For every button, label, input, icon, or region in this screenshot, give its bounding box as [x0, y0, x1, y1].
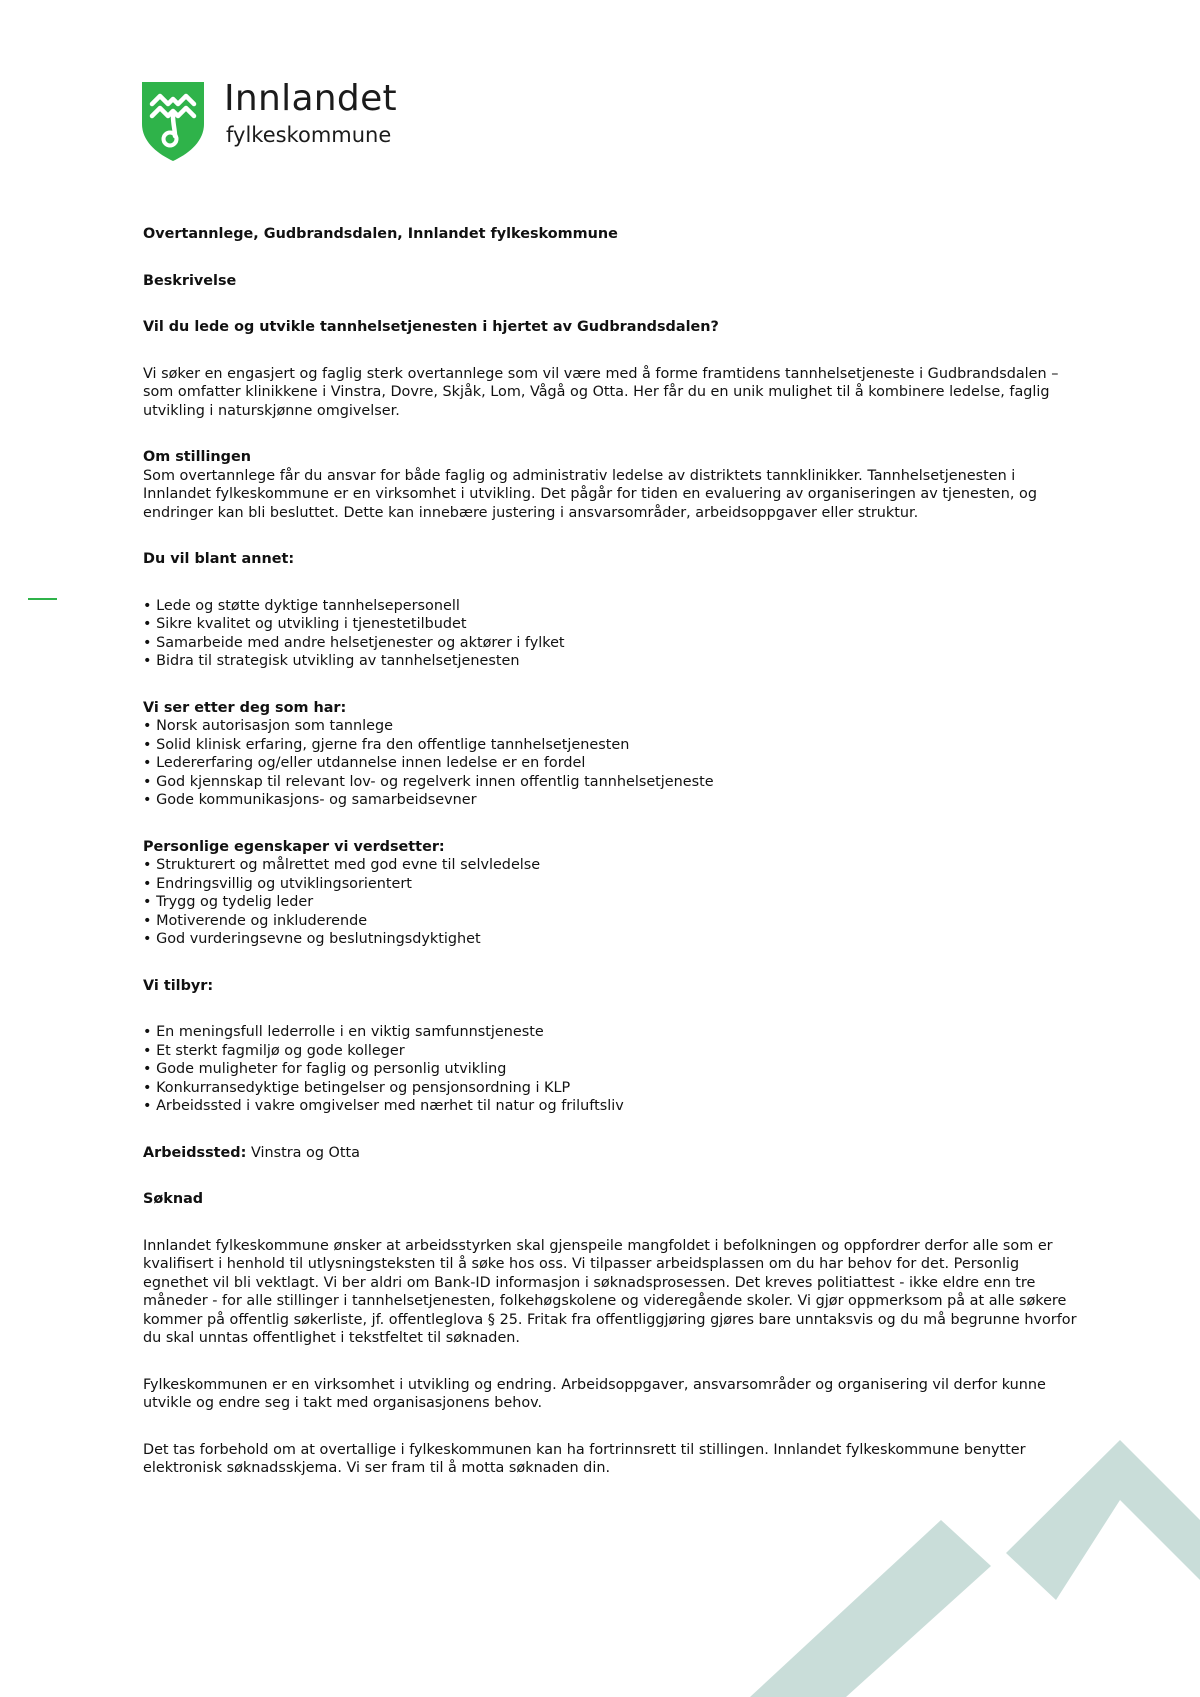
section-heading-traits: Personlige egenskaper vi verdsetter: — [143, 838, 445, 855]
workplace-line — [143, 1144, 1083, 1163]
shield-logo-icon — [140, 80, 206, 163]
list-item: • Ledererfaring og/eller utdannelse innen ledelse er en fordel — [143, 754, 1083, 773]
document-title: Overtannlege, Gudbrandsdalen, Innlandet fylkeskommune — [143, 226, 618, 242]
logo — [140, 80, 440, 170]
list-item: • God vurderingsevne og beslutningsdyktighet — [143, 930, 1083, 949]
list-item: • Norsk autorisasjon som tannlege — [143, 717, 1083, 736]
workplace-value: Vinstra og Otta — [250, 1144, 360, 1161]
section-heading-offers: Vi tilbyr: — [143, 977, 214, 994]
list-item: • Arbeidssted i vakre omgivelser med nærhet til natur og friluftsliv — [143, 1097, 1083, 1116]
list-item: • God kjennskap til relevant lov- og regelverk innen offentlig tannhelsetjeneste — [143, 773, 1083, 792]
list-item: • Motiverende og inkluderende — [143, 912, 1083, 931]
list-item: • Sikre kvalitet og utvikling i tjenestetilbudet — [143, 615, 1083, 634]
margin-mark — [28, 598, 57, 600]
list-item: • Trygg og tydelig leder — [143, 893, 1083, 912]
list-item: • Et sterkt fagmiljø og gode kolleger — [143, 1042, 1083, 1061]
logo-title: Innlandet — [224, 78, 397, 119]
lead-question: Vil du lede og utvikle tannhelsetjenesten i hjertet av Gudbrandsdalen? — [143, 319, 719, 335]
duties-list — [143, 597, 1083, 671]
list-item: • Lede og støtte dyktige tannhelsepersonell — [143, 597, 1083, 616]
list-item: • Strukturert og målrettet med god evne til selvledelse — [143, 856, 1083, 875]
workplace-label: Arbeidssted: — [143, 1144, 247, 1161]
list-item: • Samarbeide med andre helsetjenester og aktører i fylket — [143, 634, 1083, 653]
intro-paragraph: Vi søker en engasjert og faglig sterk overtannlege som vil være med å forme framtidens tannhelsetjeneste i Gudbrandsdalen – som omfatter klinikkene i Vinstra, Dovre, Skjåk, Lom, Vågå og Otta. Her får du en unik mulighet til å kombinere ledelse, faglig utvikling i naturskjønne omgivelser. — [143, 365, 1059, 419]
list-item: • Gode muligheter for faglig og personlig utvikling — [143, 1060, 1083, 1079]
list-item: • Bidra til strategisk utvikling av tannhelsetjenesten — [143, 652, 1083, 671]
section-heading-duties: Du vil blant annet: — [143, 551, 295, 567]
section-heading-beskrivelse: Beskrivelse — [143, 272, 237, 289]
list-item: • Endringsvillig og utviklingsorientert — [143, 875, 1083, 894]
section-heading-soknad: Søknad — [143, 1191, 204, 1207]
soknad-paragraph-1: Innlandet fylkeskommune ønsker at arbeidsstyrken skal gjenspeile mangfoldet i befolkningen og oppfordrer derfor alle som er kvalifisert i henhold til utlysningsteksten til å søke hos oss. Vi tilpasser arbeidsplassen om du har behov for det. Personlig egnethet vil bli vektlagt. Vi ber aldri om Bank-ID informasjon i søknadsprosessen. Det kreves politiattest - ikke eldre enn tre måneder - for alle stillinger i tannhelsetjenesten, folkehøgskolene og videregående skoler. Vi gjør oppmerksom på at alle søkere kommer på offentlig søkerliste, jf. offentleglova § 25. Fritak fra offentliggjøring gjøres bare unntaksvis og du må begrunne hvorfor du skal unntas offentlighet i tekstfeltet til søknaden. — [143, 1237, 1077, 1346]
list-item: • Solid klinisk erfaring, gjerne fra den offentlige tannhelsetjenesten — [143, 736, 1083, 755]
soknad-paragraph-2: Fylkeskommunen er en virksomhet i utvikling og endring. Arbeidsoppgaver, ansvarsområder og organisering vil derfor kunne utvikle og endre seg i takt med organisasjonens behov. — [143, 1376, 1046, 1411]
soknad-paragraph-3: Det tas forbehold om at overtallige i fylkeskommunen kan ha fortrinnsrett til stillingen. Innlandet fylkeskommune benytter elektronisk søknadsskjema. Vi ser fram til å motta søknaden din. — [143, 1441, 1026, 1476]
logo-subtitle: fylkeskommune — [226, 123, 392, 147]
om-stillingen-text: Som overtannlege får du ansvar for både faglig og administrativ ledelse av distriktets tannklinikker. Tannhelsetjenesten i Innlandet fylkeskommune er en virksomhet i utvikling. Det pågår for tiden en evaluering av organiseringen av tjenesten, og endringer kan bli besluttet. Dette kan innebære justering i ansvarsområder, arbeidsoppgaver eller struktur. — [143, 467, 1037, 521]
list-item: • Gode kommunikasjons- og samarbeidsevner — [143, 791, 1083, 810]
list-item: • Konkurransedyktige betingelser og pensjonsordning i KLP — [143, 1079, 1083, 1098]
requirements-list — [143, 717, 1083, 810]
offers-list — [143, 1023, 1083, 1116]
traits-list — [143, 856, 1083, 949]
section-heading-requirements: Vi ser etter deg som har: — [143, 699, 347, 716]
section-heading-om-stillingen: Om stillingen — [143, 449, 251, 465]
document-body — [143, 225, 1083, 1478]
list-item: • En meningsfull lederrolle i en viktig samfunnstjeneste — [143, 1023, 1083, 1042]
